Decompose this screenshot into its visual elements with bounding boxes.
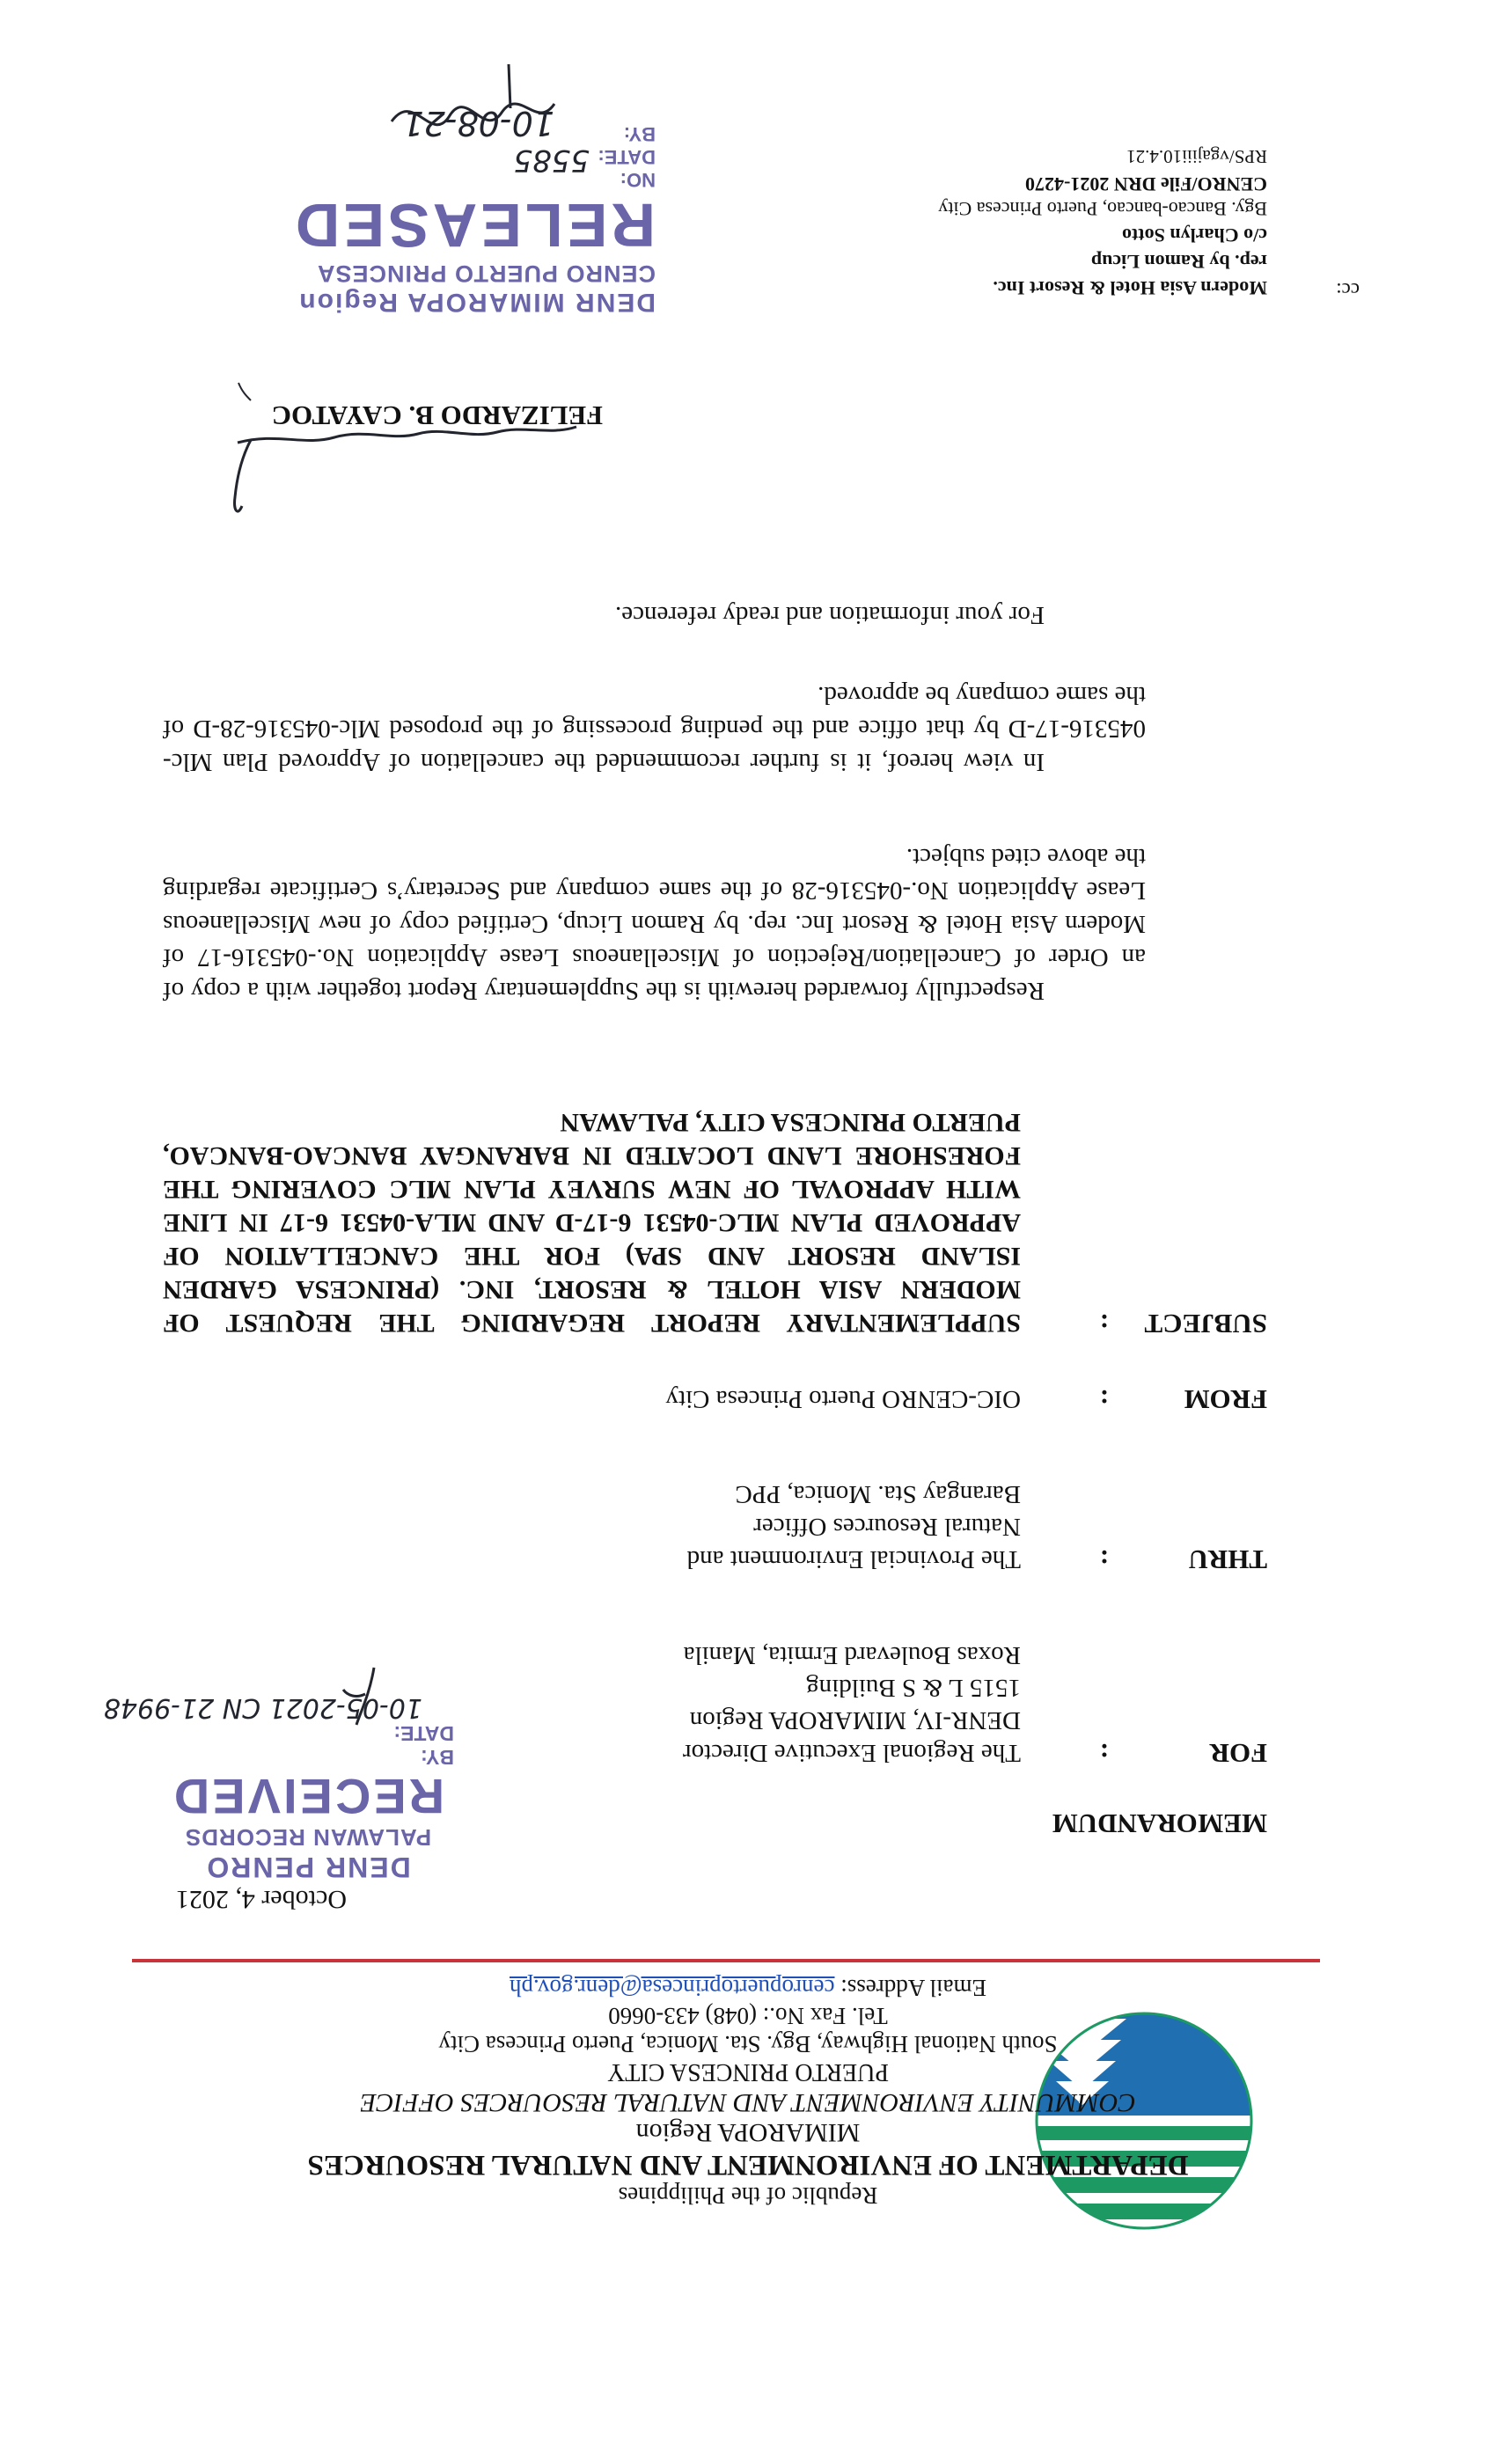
header-divider <box>132 1959 1320 1962</box>
office-city: PUERTO PRINCESA CITY <box>607 2058 889 2086</box>
for-line: 1515 L & S Building <box>806 1674 1021 1702</box>
cc-line: Modern Asia Hotel & Resort Inc. <box>993 277 1267 299</box>
signature-image <box>216 374 585 524</box>
released-stamp-by: BY: <box>623 123 656 145</box>
for-line: Roxas Boulevard Ermita, Manila <box>683 1641 1021 1669</box>
office-email-line <box>0 1974 1496 2001</box>
thru-value <box>528 1478 1021 1575</box>
cc-address: Bgy. Bancao-bancao, Puerto Princesa City <box>938 198 1267 220</box>
for-value <box>528 1639 1021 1769</box>
typist-initials: RPS/vgajiii10.4.21 <box>1126 146 1267 167</box>
memo-title: MEMORANDUM <box>1052 1808 1267 1839</box>
office-name: COMMUNITY ENVIRONMENT AND NATURAL RESOURCES OFFICE <box>360 2088 1136 2117</box>
region-name: MIMAROPA Region <box>635 2118 861 2147</box>
from-label: FROM <box>1184 1384 1267 1415</box>
released-stamp-line2: CENRO PUERTO PRINCESA <box>316 260 656 287</box>
thru-line: The Provincial Environment and <box>686 1545 1021 1573</box>
received-stamp-line2: PALAWAN RECORDS <box>184 1824 432 1851</box>
body-paragraph: Respectfully forwarded herewith is the Supplementary Report together with a copy of an Order of Cancellation/Rejection of Miscellaneous Lease Application No.-045316-17 of Modern Asia Hotel & Resort Inc. rep. by Ramon Licup, Certified copy of new Miscellaneous Lease Application No.-045316-28 of the same company and Secretary’s Certificate regarding the above cited subject. <box>163 843 1146 1005</box>
for-line: The Regional Executive Director <box>682 1739 1021 1767</box>
office-tel: Tel. Fax No.: (048) 433-0660 <box>608 2003 888 2029</box>
from-colon: : <box>1099 1384 1109 1415</box>
released-stamp-line1: DENR MIMAROPA Region <box>297 288 656 317</box>
received-stamp-title: RECEIVED <box>171 1769 445 1824</box>
received-stamp-line1: DENR PENRO <box>205 1852 411 1883</box>
signatory-name: FELIZARDO B. CAYATOC <box>271 400 603 431</box>
body-paragraph: For your information and ready reference. <box>615 601 1045 629</box>
released-stamp-title: RELEASED <box>291 191 656 260</box>
cc-label: cc: <box>1336 279 1360 301</box>
released-stamp-no: NO: <box>620 169 656 191</box>
thru-colon: : <box>1099 1544 1109 1575</box>
republic-line: Republic of the Philippines <box>618 2182 878 2209</box>
cc-line: c/o Charlyn Sotto <box>1122 224 1267 246</box>
email-label: Email Address: <box>840 1975 986 2001</box>
department-name: DEPARTMENT OF ENVIRONMENT AND NATURAL RESOURCES <box>307 2149 1189 2181</box>
thru-line: Natural Resources Officer <box>753 1513 1021 1541</box>
received-stamp-by: BY: <box>421 1746 454 1769</box>
memo-date: October 4, 2021 <box>175 1885 347 1914</box>
subject-colon: : <box>1099 1309 1109 1339</box>
cc-line: rep. by Ramon Licup <box>1090 251 1267 273</box>
email-link[interactable]: cenropuertoprincesa@denr.gov.ph <box>510 1975 835 2001</box>
received-stamp-date-handwritten: 10-05-2021 CN 21-9948 <box>103 1692 422 1723</box>
released-stamp-date-label: DATE: <box>598 146 656 168</box>
for-label: FOR <box>1209 1738 1267 1769</box>
thru-label: THRU <box>1188 1544 1267 1575</box>
office-address: South National Highway, Bgy. Sta. Monica, Puerto Princesa City <box>438 2031 1058 2057</box>
released-stamp-no-handwritten: 5585 <box>513 143 590 178</box>
received-initials-signature <box>304 1659 409 1729</box>
cc-block <box>938 195 1267 301</box>
released-stamp-date-handwritten: 10-08-21 <box>402 104 554 143</box>
for-colon: : <box>1099 1738 1109 1769</box>
subject-label: SUBJECT <box>1144 1309 1267 1339</box>
released-signature <box>370 60 563 157</box>
for-line: DENR-IV, MIMAROPA Region <box>689 1706 1021 1734</box>
received-stamp <box>150 1721 466 1883</box>
from-value: OIC-CENRO Puerto Princesa City <box>665 1385 1021 1413</box>
body-paragraph: In view hereof, it is further recommended the cancellation of Approved Plan Mlc-045316-17-D by that office and the pending processing of the proposed Mlc-045316-28-D of the same company be approved. <box>163 681 1146 776</box>
subject-text: SUPPLEMENTARY REPORT REGARDING THE REQUEST OF MODERN ASIA HOTEL & RESORT, INC. (PRINCESA GARDEN ISLAND RESORT AND SPA) FOR THE CANCELLATION OF APPROVED PLAN MLC-04531 6-17-D AND MLA-04531 6-17 IN LINE WITH APPROVAL OF NEW SURVEY PLAN MLC COVERING THE FORESHORE LAND LOCATED IN BARANGAY BANCAO-BANCAO, PUERTO PRINCESA CITY, PALAWAN <box>163 1108 1021 1338</box>
received-stamp-date-label: DATE: <box>393 1722 454 1745</box>
thru-line: Barangay Sta. Monica, PPC <box>735 1480 1021 1508</box>
file-reference: CENRO/File DRN 2021-4270 <box>1025 173 1267 195</box>
